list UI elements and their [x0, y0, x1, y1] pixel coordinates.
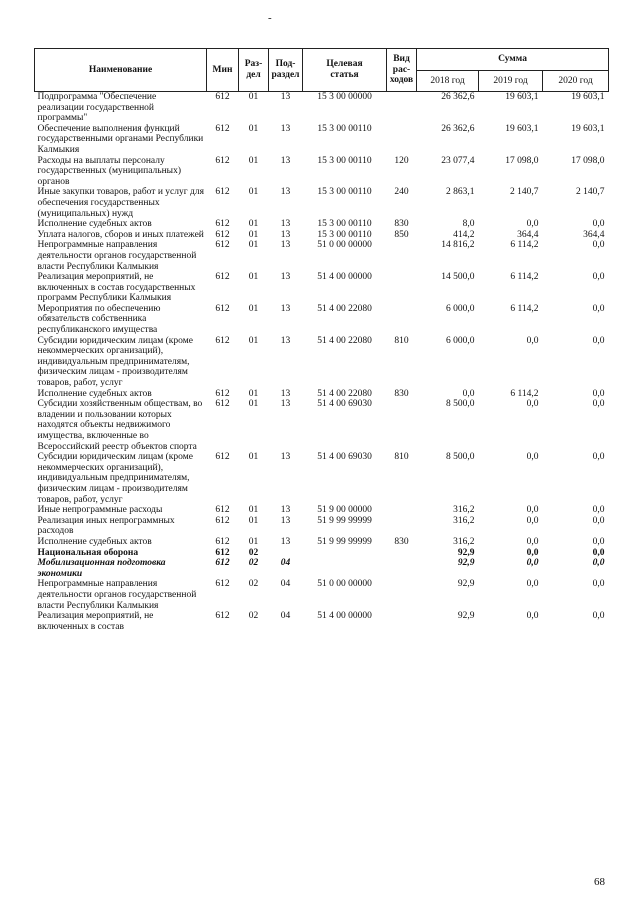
cell-vid	[387, 399, 417, 452]
cell-2020: 19 603,1	[571, 123, 605, 134]
table-row	[35, 124, 609, 156]
cell-vid	[387, 505, 417, 516]
cell-2018: 92,9	[457, 547, 475, 558]
cell-razdel: 01	[248, 452, 259, 463]
cell-2019: 19 603,1	[505, 123, 539, 134]
cell-2018: 26 362,6	[441, 123, 475, 134]
cell-2020: 19 603,1	[571, 92, 605, 102]
cell-2019: 6 114,2	[510, 272, 539, 283]
cell-2018: 414,2	[453, 229, 475, 240]
cell-target: 51 4 00 69030	[317, 399, 372, 410]
cell-razdel: 01	[248, 272, 259, 283]
cell-2019: 2 140,7	[510, 187, 539, 198]
cell-target: 51 0 00 00000	[317, 240, 372, 251]
cell-2019: 0,0	[526, 335, 539, 346]
cell-2020: 0,0	[592, 399, 605, 410]
cell-razdel: 01	[248, 303, 259, 314]
cell-2020: 17 098,0	[571, 155, 605, 166]
cell-target: 15 3 00 00110	[317, 123, 372, 134]
page-number: 68	[594, 876, 605, 888]
cell-2020: 0,0	[592, 515, 605, 526]
cell-2019: 0,0	[526, 515, 539, 526]
table-row	[35, 452, 609, 505]
cell-2020: 0,0	[592, 272, 605, 283]
cell-vid: 850	[394, 229, 409, 240]
cell-razdel: 01	[248, 92, 259, 102]
cell-vid	[387, 611, 417, 632]
table-row	[35, 336, 609, 389]
cell-2018: 8 500,0	[446, 452, 475, 463]
cell-2019: 0,0	[526, 536, 539, 547]
cell-razdel: 02	[248, 579, 259, 590]
cell-2019: 364,4	[517, 229, 539, 240]
cell-2019: 0,0	[526, 611, 539, 622]
budget-table	[34, 48, 609, 632]
cell-2018: 6 000,0	[446, 303, 475, 314]
col-min-header: Мин	[207, 49, 239, 92]
cell-name: Непрограммные направления деятельности органов государственной власти Республики Калмыкия	[37, 240, 197, 272]
cell-2020: 0,0	[592, 335, 605, 346]
cell-vid	[387, 548, 417, 559]
cell-razdel: 01	[248, 515, 259, 526]
col-name-header: Наименование	[35, 49, 207, 92]
cell-name: Расходы на выплаты персоналу государственных (муниципальных) органов	[37, 155, 181, 187]
col-vid-header: Вид рас- ходов	[387, 49, 417, 92]
cell-2018: 8 500,0	[446, 399, 475, 410]
cell-vid	[387, 124, 417, 156]
cell-name: Субсидии юридическим лицам (кроме некоммерческих организаций), индивидуальным предпринимателям, физическим лицам - производителям товаров, работ, услуг	[37, 335, 193, 389]
cell-2019: 19 603,1	[505, 92, 539, 102]
cell-target: 51 4 00 22080	[317, 388, 372, 399]
cell-min: 612	[215, 187, 230, 198]
cell-2020: 0,0	[592, 219, 605, 230]
cell-razdel: 01	[248, 219, 259, 230]
table-row	[35, 304, 609, 336]
cell-name: Мобилизационная подготовка экономики	[37, 558, 166, 579]
cell-name: Реализация мероприятий, не включенных в состав	[37, 611, 154, 632]
table-row	[35, 548, 609, 559]
cell-2019: 0,0	[526, 579, 539, 590]
cell-podrazdel: 13	[280, 219, 291, 230]
cell-vid: 120	[394, 155, 409, 166]
cell-vid: 810	[394, 452, 409, 463]
cell-name: Иные закупки товаров, работ и услуг для обеспечения государственных (муниципальных) нужд	[37, 187, 204, 219]
cell-min: 612	[215, 505, 230, 516]
cell-podrazdel: 13	[280, 335, 291, 346]
cell-min: 612	[215, 92, 230, 102]
cell-2018: 92,9	[457, 579, 475, 590]
cell-name: Мероприятия по обеспечению обязательств собственника республиканского имущества	[37, 303, 161, 336]
cell-min: 612	[215, 303, 230, 314]
cell-razdel: 01	[248, 123, 259, 134]
cell-razdel: 01	[248, 229, 259, 240]
cell-2018: 0,0	[462, 388, 475, 399]
cell-2018: 316,2	[453, 536, 475, 547]
cell-name: Подпрограмма "Обеспечение реализации государственной программы"	[37, 92, 157, 124]
cell-name: Исполнение судебных актов	[37, 536, 152, 547]
cell-razdel: 01	[248, 536, 259, 547]
cell-min: 612	[215, 240, 230, 251]
cell-target: 51 9 99 99999	[317, 515, 372, 526]
cell-vid	[387, 240, 417, 272]
cell-podrazdel: 13	[280, 272, 291, 283]
cell-min: 612	[215, 536, 230, 547]
cell-target	[303, 548, 387, 559]
cell-2019: 6 114,2	[510, 388, 539, 399]
col-2018-header: 2018 год	[417, 71, 479, 92]
cell-razdel: 01	[248, 187, 259, 198]
cell-podrazdel: 13	[280, 303, 291, 314]
cell-name: Исполнение судебных актов	[37, 388, 152, 399]
cell-podrazdel: 13	[280, 240, 291, 251]
cell-vid: 810	[394, 335, 409, 346]
cell-target	[303, 558, 387, 579]
cell-razdel: 01	[248, 399, 259, 410]
table-row	[35, 611, 609, 632]
table-row	[35, 230, 609, 241]
cell-min: 612	[215, 123, 230, 134]
col-sum-header: Сумма	[417, 49, 609, 71]
col-2020-header: 2020 год	[543, 71, 609, 92]
cell-name: Субсидии хозяйственным обществам, во владении и пользовании которых находятся объекты недвижимого имущества, включенные во Всероссийский реестр объектов спорта	[37, 399, 203, 452]
cell-podrazdel: 13	[280, 187, 291, 198]
cell-target: 51 4 00 22080	[317, 303, 372, 314]
cell-2018: 316,2	[453, 505, 475, 516]
cell-2019: 0,0	[526, 558, 539, 569]
cell-target: 15 3 00 00000	[317, 92, 372, 102]
cell-2020: 0,0	[592, 536, 605, 547]
cell-2020: 0,0	[592, 452, 605, 463]
cell-vid: 830	[394, 536, 409, 547]
cell-name: Национальная оборона	[37, 547, 139, 558]
cell-podrazdel: 13	[280, 515, 291, 526]
table-row	[35, 92, 609, 124]
cell-podrazdel: 13	[280, 123, 291, 134]
cell-target: 51 9 00 00000	[317, 505, 372, 516]
table-row	[35, 537, 609, 548]
cell-min: 612	[215, 272, 230, 283]
cell-podrazdel: 13	[280, 92, 291, 102]
table-row	[35, 399, 609, 452]
cell-name: Уплата налогов, сборов и иных платежей	[37, 229, 204, 240]
cell-target: 51 4 00 00000	[317, 611, 372, 622]
cell-vid	[387, 579, 417, 611]
cell-razdel: 01	[248, 505, 259, 516]
cell-target: 51 4 00 00000	[317, 272, 372, 283]
table-row	[35, 240, 609, 272]
cell-vid: 240	[394, 187, 409, 198]
cell-2019: 0,0	[526, 452, 539, 463]
header-mark: -	[268, 12, 272, 24]
cell-min: 612	[215, 219, 230, 230]
cell-vid	[387, 272, 417, 304]
cell-2019: 6 114,2	[510, 303, 539, 314]
table-row	[35, 505, 609, 516]
cell-2019: 0,0	[526, 547, 539, 558]
cell-target: 51 0 00 00000	[317, 579, 372, 590]
cell-podrazdel: 13	[280, 229, 291, 240]
cell-2018: 92,9	[457, 611, 475, 622]
table-body	[35, 92, 609, 633]
cell-2020: 0,0	[592, 547, 605, 558]
cell-razdel: 02	[248, 547, 259, 558]
cell-2018: 92,9	[457, 558, 475, 569]
cell-podrazdel: 13	[280, 505, 291, 516]
cell-podrazdel: 13	[280, 536, 291, 547]
cell-vid	[387, 92, 417, 124]
cell-vid	[387, 558, 417, 579]
cell-2018: 23 077,4	[441, 155, 475, 166]
table-row	[35, 156, 609, 188]
table-row	[35, 558, 609, 579]
table-row	[35, 389, 609, 400]
cell-razdel: 01	[248, 335, 259, 346]
cell-name: Исполнение судебных актов	[37, 219, 152, 230]
cell-2020: 0,0	[592, 558, 605, 569]
cell-min: 612	[215, 515, 230, 526]
cell-podrazdel: 04	[280, 579, 291, 590]
cell-2019: 6 114,2	[510, 240, 539, 251]
cell-razdel: 02	[248, 611, 259, 622]
cell-podrazdel: 13	[280, 155, 291, 166]
cell-razdel: 02	[248, 558, 259, 569]
table-row	[35, 187, 609, 219]
cell-2020: 0,0	[592, 388, 605, 399]
cell-podrazdel: 13	[280, 388, 291, 399]
cell-2018: 14 816,2	[441, 240, 475, 251]
cell-podrazdel: 04	[280, 558, 291, 569]
cell-target: 15 3 00 00110	[317, 155, 372, 166]
cell-2020: 0,0	[592, 303, 605, 314]
cell-min: 612	[215, 155, 230, 166]
cell-razdel: 01	[248, 388, 259, 399]
cell-target: 15 3 00 00110	[317, 229, 372, 240]
col-2019-header: 2019 год	[479, 71, 543, 92]
cell-min: 612	[215, 558, 230, 569]
cell-vid	[387, 304, 417, 336]
cell-2020: 364,4	[583, 229, 605, 240]
cell-min: 612	[215, 335, 230, 346]
cell-2019: 0,0	[526, 505, 539, 516]
cell-target: 15 3 00 00110	[317, 187, 372, 198]
cell-vid: 830	[394, 388, 409, 399]
cell-name: Непрограммные направления деятельности органов государственной власти Республики Калмыкия	[37, 579, 197, 611]
cell-min: 612	[215, 452, 230, 463]
cell-2018: 316,2	[453, 515, 475, 526]
cell-name: Субсидии юридическим лицам (кроме некоммерческих организаций), индивидуальным предпринимателям, физическим лицам - производителям товаров, работ, услуг	[37, 452, 193, 505]
table-row	[35, 219, 609, 230]
cell-min: 612	[215, 547, 230, 558]
cell-target: 51 4 00 69030	[317, 452, 372, 463]
table-row	[35, 516, 609, 537]
cell-2020: 0,0	[592, 240, 605, 251]
cell-2018: 26 362,6	[441, 92, 475, 102]
cell-podrazdel: 04	[280, 611, 291, 622]
cell-min: 612	[215, 579, 230, 590]
cell-razdel: 01	[248, 240, 259, 251]
cell-podrazdel	[269, 548, 303, 559]
cell-name: Иные непрограммные расходы	[37, 505, 163, 516]
cell-2018: 6 000,0	[446, 335, 475, 346]
cell-vid	[387, 516, 417, 537]
cell-target: 51 9 99 99999	[317, 536, 372, 547]
cell-podrazdel: 13	[280, 452, 291, 463]
cell-2019: 0,0	[526, 399, 539, 410]
table-row	[35, 272, 609, 304]
cell-2018: 2 863,1	[446, 187, 475, 198]
col-target-header: Целевая статья	[303, 49, 387, 92]
cell-2020: 0,0	[592, 505, 605, 516]
cell-razdel: 01	[248, 155, 259, 166]
cell-2020: 0,0	[592, 611, 605, 622]
cell-name: Реализация мероприятий, не включенных в состав государственных программ Республики Калмыкия	[37, 272, 196, 304]
cell-name: Реализация иных непрограммных расходов	[37, 515, 175, 537]
cell-podrazdel: 13	[280, 399, 291, 410]
table-row	[35, 579, 609, 611]
cell-2020: 2 140,7	[576, 187, 605, 198]
cell-min: 612	[215, 611, 230, 622]
cell-min: 612	[215, 229, 230, 240]
cell-2018: 8,0	[462, 219, 475, 230]
cell-target: 51 4 00 22080	[317, 335, 372, 346]
cell-2019: 0,0	[526, 219, 539, 230]
col-razdel-header: Раз- дел	[239, 49, 269, 92]
cell-name: Обеспечение выполнения функций государственными органами Республики Калмыкия	[37, 123, 204, 155]
cell-min: 612	[215, 399, 230, 410]
table-header	[35, 49, 609, 92]
cell-vid: 830	[394, 219, 409, 230]
cell-2018: 14 500,0	[441, 272, 475, 283]
col-podrazdel-header: Под- раздел	[269, 49, 303, 92]
cell-target: 15 3 00 00110	[317, 219, 372, 230]
cell-min: 612	[215, 388, 230, 399]
cell-2019: 17 098,0	[505, 155, 539, 166]
cell-2020: 0,0	[592, 579, 605, 590]
